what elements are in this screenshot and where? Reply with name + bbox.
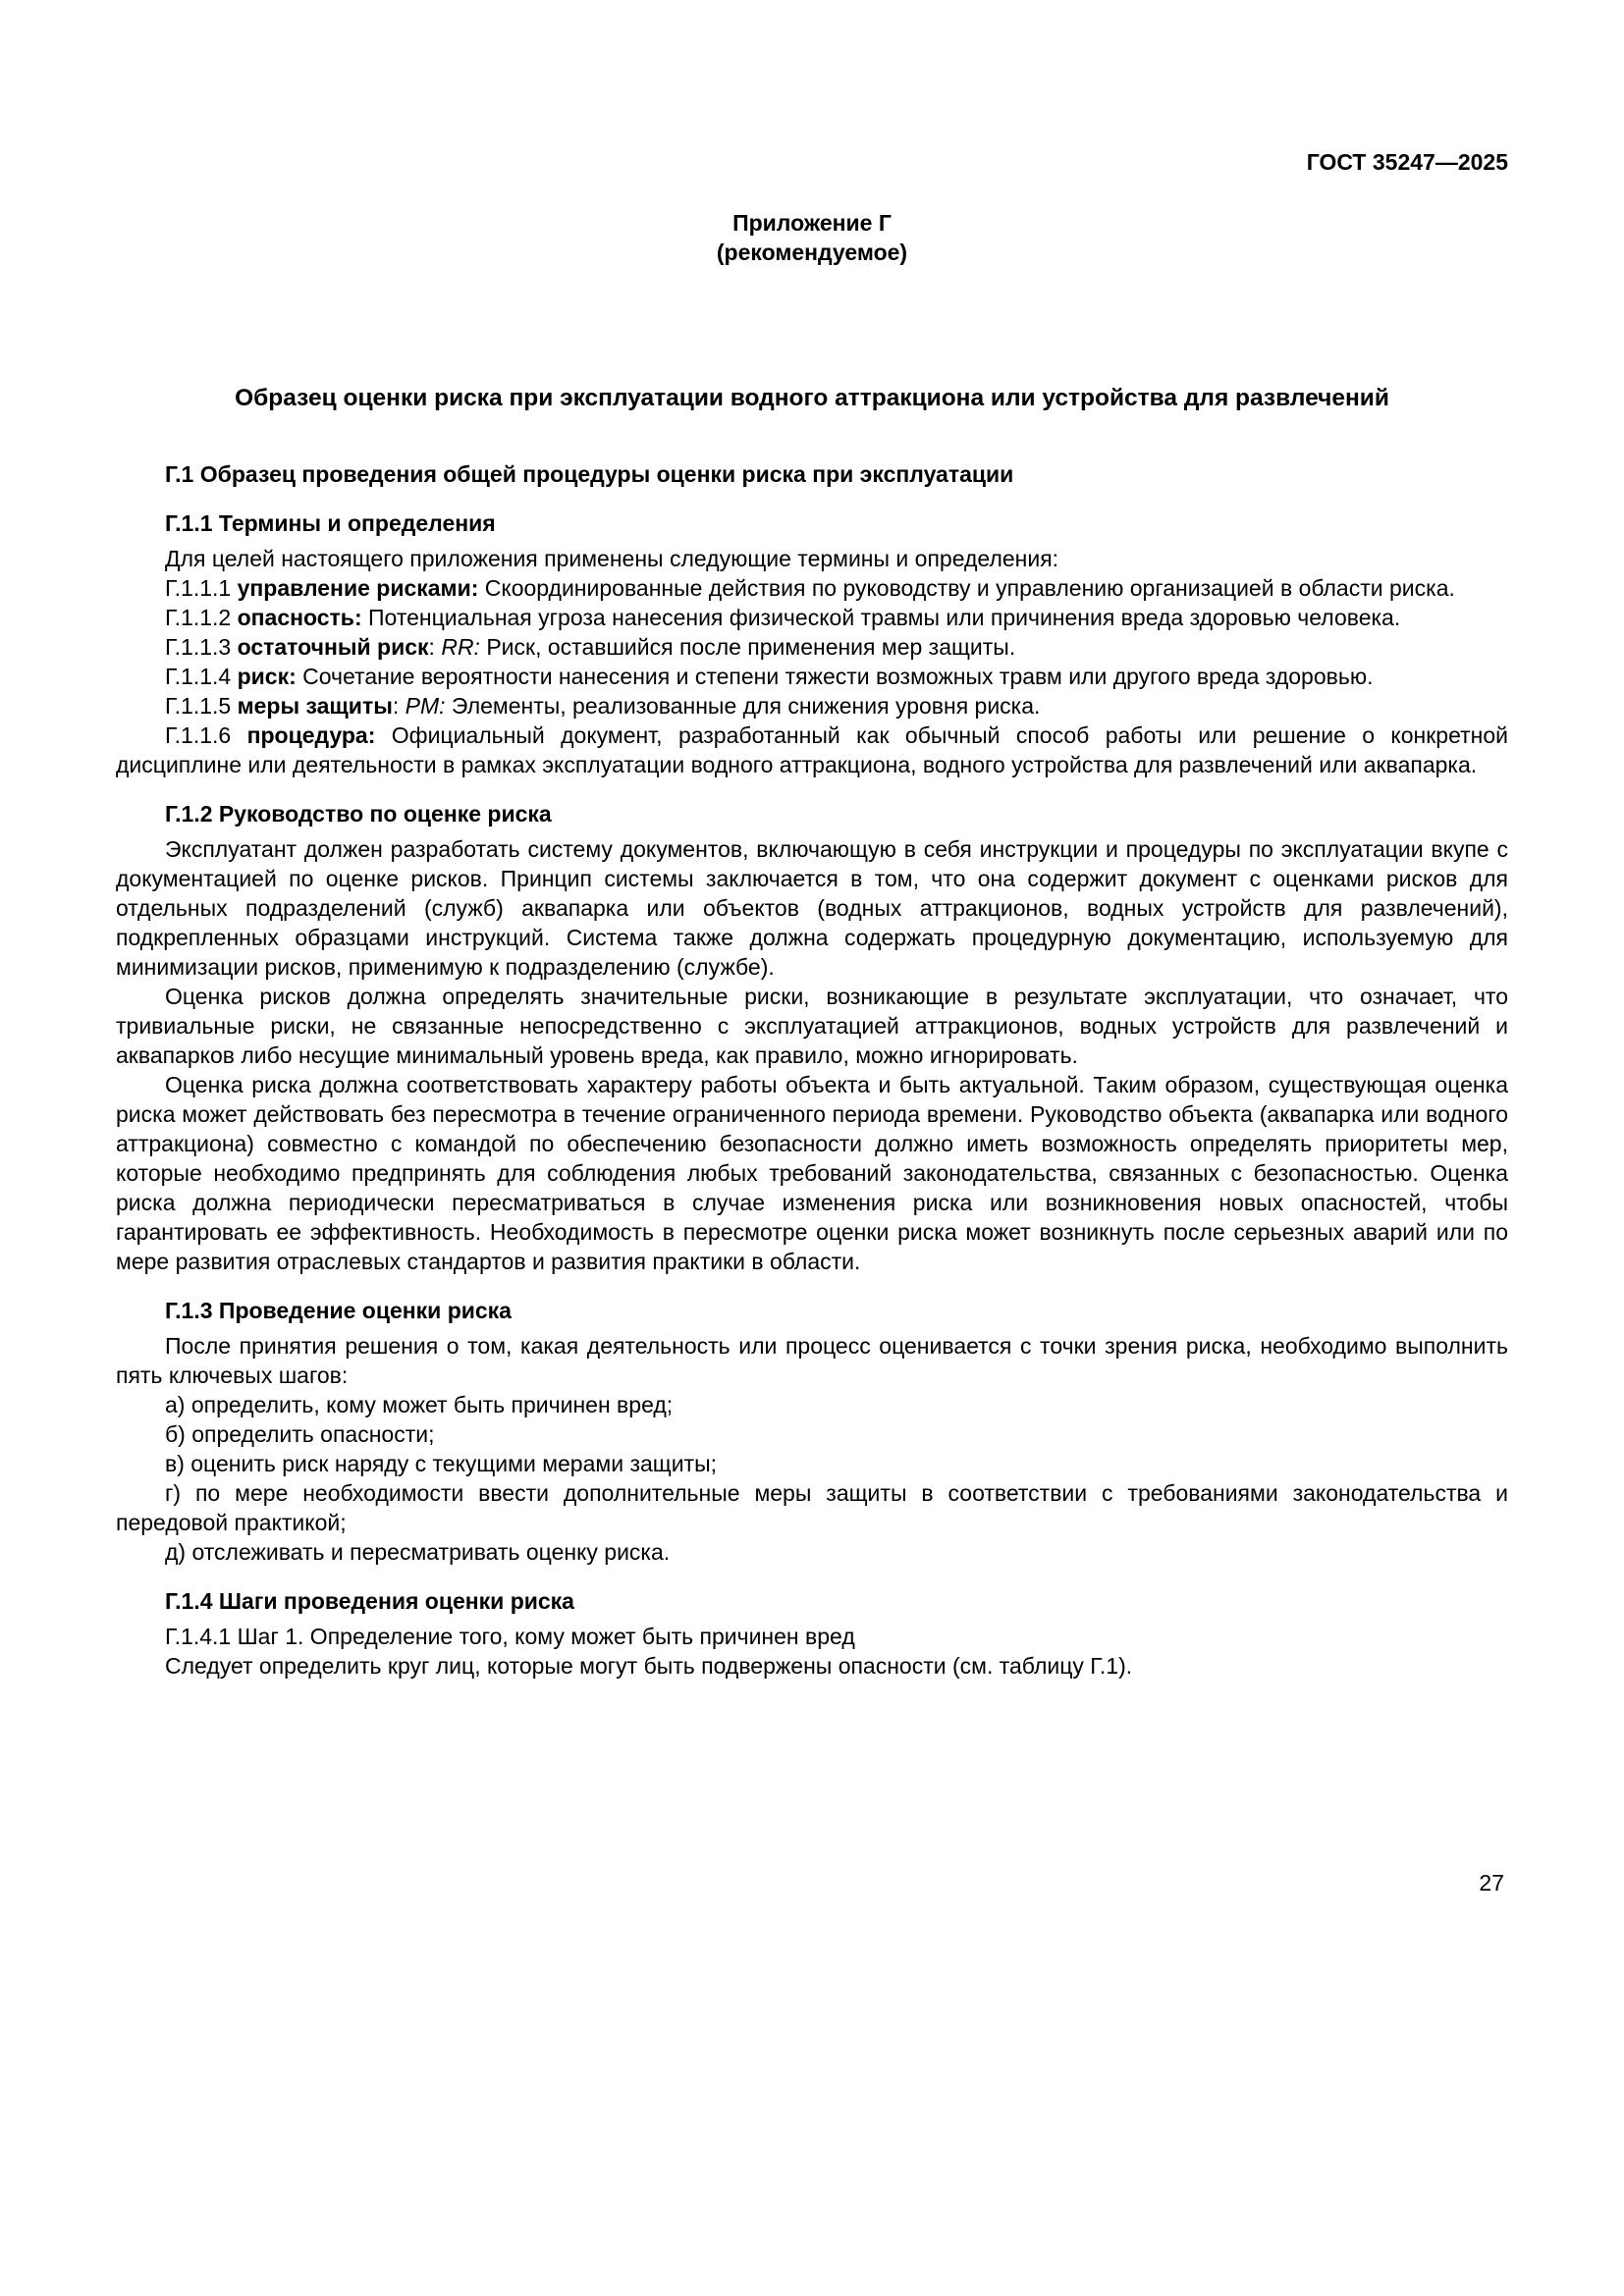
- paragraph: После принятия решения о том, какая деятельность или процесс оценивается с точки зрения риска, необходимо выполнить пять ключевых шагов:: [116, 1333, 1508, 1388]
- list-item: в) оценить риск наряду с текущими мерами защиты;: [165, 1451, 718, 1476]
- paragraph: Г.1.1.5 меры защиты: PM: Элементы, реализованные для снижения уровня риска.: [165, 693, 1041, 719]
- paragraph: Г.1.1.3 остаточный риск: RR: Риск, оставшийся после применения мер защиты.: [165, 634, 1016, 660]
- paragraph: Г.1.4.1 Шаг 1. Определение того, кому может быть причинен вред: [165, 1624, 855, 1649]
- paragraph: Г.1.1.4 риск: Сочетание вероятности нанесения и степени тяжести возможных травм или другого вреда здоровью.: [165, 664, 1374, 689]
- list-item: а) определить, кому может быть причинен вред;: [165, 1392, 674, 1417]
- appendix-note: (рекомендуемое): [716, 240, 908, 265]
- paragraph: Г.1.1.6 процедура: Официальный документ, разработанный как обычный способ работы или решение о конкретной дисциплине или деятельности в рамках эксплуатации водного аттракциона, водного устройства для развлечений или аквапарка.: [116, 722, 1508, 777]
- paragraph: Г.1.1.2 опасность: Потенциальная угроза нанесения физической травмы или причинения вреда здоровью человека.: [165, 605, 1401, 630]
- section-heading: Г.1.3 Проведение оценки риска: [165, 1298, 512, 1323]
- doc-code: ГОСТ 35247—2025: [1306, 149, 1508, 175]
- paragraph: Следует определить круг лиц, которые могут быть подвержены опасности (см. таблицу Г.1).: [165, 1653, 1133, 1679]
- list-item: д) отслеживать и пересматривать оценку риска.: [165, 1539, 671, 1565]
- page-number: 27: [1479, 1870, 1504, 1896]
- appendix-label: Приложение Г: [732, 210, 892, 236]
- page-title: Образец оценки риска при эксплуатации водного аттракциона или устройства для развлечений: [235, 385, 1389, 411]
- paragraph: Оценка риска должна соответствовать характеру работы объекта и быть актуальной. Таким образом, существующая оценка риска может действовать без пересмотра в течение ограниченного периода времени. Руководство объекта (аквапарка или водного аттракциона) совместно с командой по обеспечению безопасности должно иметь возможность определять приоритеты мер, которые необходимо предпринять для соблюдения любых требований законодательства, связанных с безопасностью. Оценка риска должна периодически пересматриваться в случае изменения риска или возникновения новых опасностей, чтобы гарантировать ее эффективность. Необходимость в пересмотре оценки риска может возникнуть после серьезных аварий или по мере развития отраслевых стандартов и развития практики в области.: [116, 1072, 1508, 1274]
- appendix-header: [116, 208, 1508, 267]
- paragraph: Г.1.1.1 управление рисками: Скоординированные действия по руководству и управлению организацией в области риска.: [165, 575, 1455, 601]
- paragraph: Оценка рисков должна определять значительные риски, возникающие в результате эксплуатации, что означает, что тривиальные риски, не связанные непосредственно с эксплуатацией аттракционов, водных устройств для развлечений и аквапарков либо несущие минимальный уровень вреда, как правило, можно игнорировать.: [116, 984, 1508, 1068]
- paragraph: Эксплуатант должен разработать систему документов, включающую в себя инструкции и процедуры по эксплуатации вкупе с документацией по оценке рисков. Принцип системы заключается в том, что она содержит документ с оценками рисков для отдельных подразделений (служб) аквапарка или объектов (водных аттракционов, водных устройств для развлечений), подкрепленных образцами инструкций. Система также должна содержать процедурную документацию, используемую для минимизации рисков, применимую к подразделению (службе).: [116, 836, 1508, 980]
- list-item: г) по мере необходимости ввести дополнительные меры защиты в соответствии с требованиями законодательства и передовой практикой;: [116, 1480, 1508, 1535]
- section-heading: Г.1.2 Руководство по оценке риска: [165, 801, 552, 827]
- document-body: [116, 459, 1508, 1681]
- list-item: б) определить опасности;: [165, 1421, 435, 1447]
- section-heading: Г.1.4 Шаги проведения оценки риска: [165, 1588, 574, 1614]
- section-heading: Г.1.1 Термины и определения: [165, 510, 496, 536]
- section-heading: Г.1 Образец проведения общей процедуры оценки риска при эксплуатации: [165, 461, 1014, 487]
- paragraph: Для целей настоящего приложения применены следующие термины и определения:: [165, 546, 1059, 571]
